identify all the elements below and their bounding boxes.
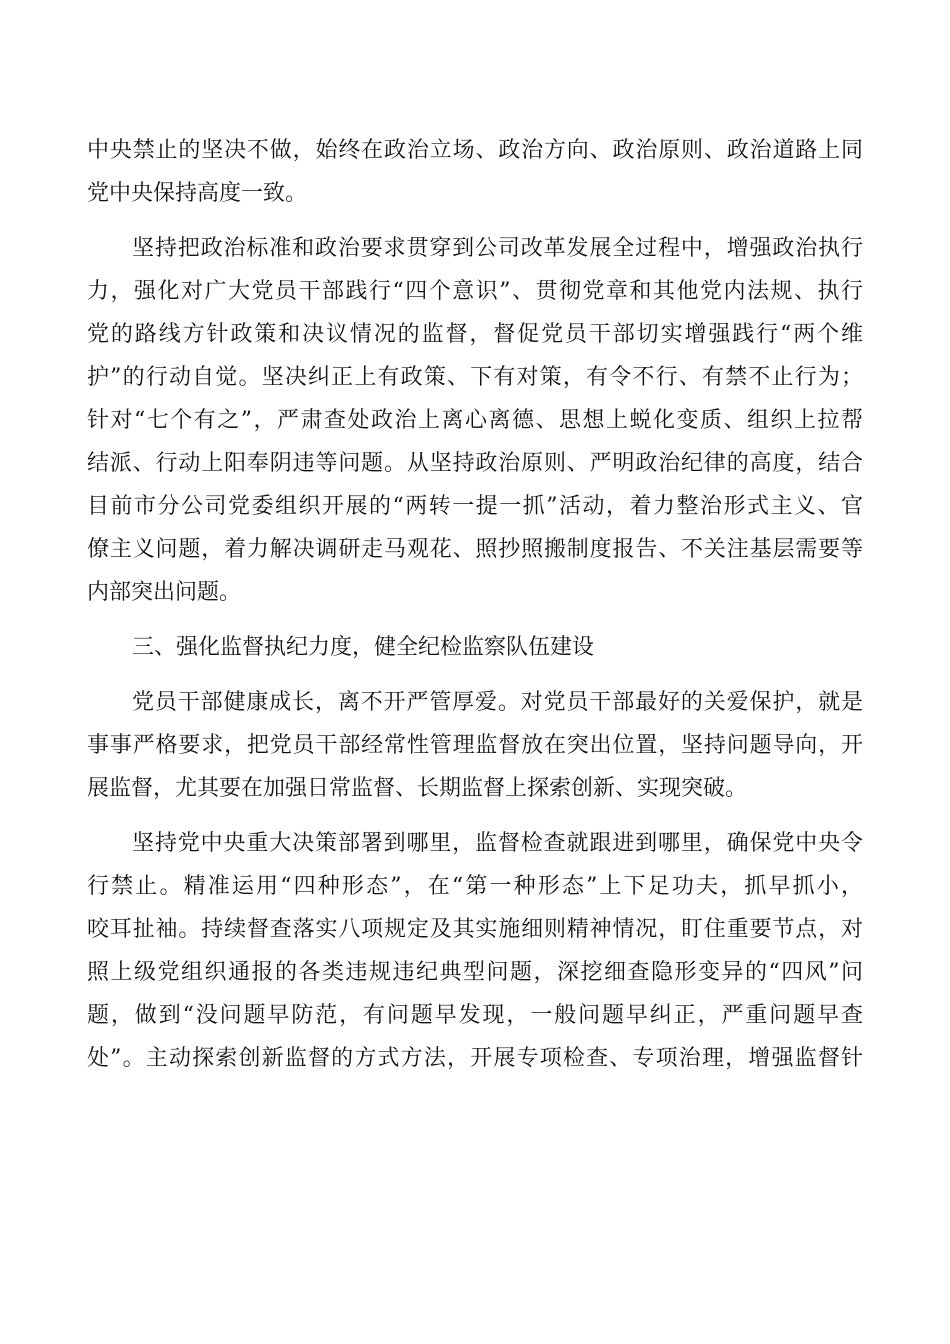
text-line: 党的路线方针政策和决议情况的监督，督促党员干部切实增强践行“两个维	[87, 322, 863, 347]
paragraph-3	[87, 681, 863, 810]
text-line: 题，做到“没问题早防范，有问题早发现，一般问题早纠正，严重问题早查	[87, 1003, 863, 1028]
heading-text: 三、强化监督执纪力度，健全纪检监察队伍建设	[132, 635, 595, 660]
text-line: 僚主义问题，着力解决调研走马观花、照抄照搬制度报告、不关注基层需要等	[87, 537, 863, 562]
text-line: 展监督，尤其要在加强日常监督、长期监督上探索创新、实现突破。	[87, 776, 748, 801]
text-line: 党员干部健康成长，离不开严管厚爱。对党员干部最好的关爱保护，就是	[132, 690, 863, 715]
text-line: 处”。主动探索创新监督的方式方法，开展专项检查、专项治理，增强监督针	[87, 1046, 863, 1071]
text-line: 目前市分公司党委组织开展的“两转一提一抓”活动，着力整治形式主义、官	[87, 494, 863, 519]
text-line: 坚持把政治标准和政治要求贯穿到公司改革发展全过程中，增强政治执行	[132, 236, 863, 261]
paragraph-2	[87, 227, 863, 614]
text-line: 坚持党中央重大决策部署到哪里，监督检查就跟进到哪里，确保党中央令	[132, 831, 863, 856]
text-line: 党中央保持高度一致。	[87, 181, 308, 206]
text-line: 照上级党组织通报的各类违规违纪典型问题，深挖细查隐形变异的“四风”问	[87, 960, 863, 985]
text-line: 事事严格要求，把党员干部经常性管理监督放在突出位置，坚持问题导向，开	[87, 733, 863, 758]
text-line: 行禁止。精准运用“四种形态”，在“第一种形态”上下足功夫，抓早抓小，	[87, 874, 863, 899]
text-line: 力，强化对广大党员干部践行“四个意识”、贯彻党章和其他党内法规、执行	[87, 279, 863, 304]
text-line: 针对“七个有之”，严肃查处政治上离心离德、思想上蜕化变质、组织上拉帮	[87, 408, 863, 433]
text-line: 咬耳扯袖。持续督查落实八项规定及其实施细则精神情况，盯住重要节点，对	[87, 917, 863, 942]
text-line: 结派、行动上阳奉阴违等问题。从坚持政治原则、严明政治纪律的高度，结合	[87, 451, 863, 476]
paragraph-1	[87, 129, 863, 215]
paragraph-4	[87, 822, 863, 1080]
text-line: 内部突出问题。	[87, 580, 242, 605]
text-line: 护”的行动自觉。坚决纠正上有政策、下有对策，有令不行、有禁不止行为；	[87, 365, 863, 390]
section-heading	[87, 626, 863, 669]
text-line: 中央禁止的坚决不做，始终在政治立场、政治方向、政治原则、政治道路上同	[87, 138, 863, 163]
document-body	[87, 129, 863, 1092]
